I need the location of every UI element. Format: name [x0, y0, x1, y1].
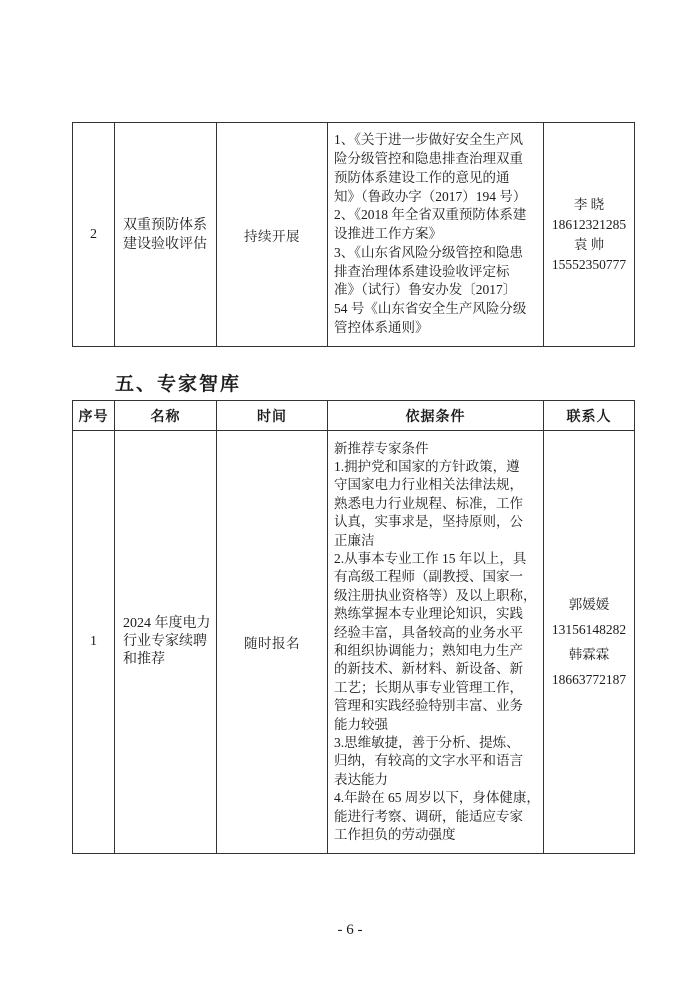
basis-line: 归纳，有较高的文字水平和语言: [334, 753, 523, 769]
continued-task-table: [72, 122, 635, 347]
row-number: 2: [73, 123, 115, 347]
basis-line: 预防体系建设工作的意见的通: [334, 169, 510, 185]
basis-line: 准》（试行）鲁安办发〔2017〕: [334, 282, 517, 298]
page-number: - 6 -: [337, 922, 363, 938]
basis-line: 和组织协调能力；熟知电力生产: [334, 643, 523, 658]
table-row: [73, 431, 635, 854]
expert-pool-table: [72, 400, 635, 854]
basis-line: 1、《关于进一步做好安全生产风: [334, 132, 523, 148]
basis-line: 3、《山东省风险分级管控和隐患: [334, 244, 523, 260]
item-contact: [544, 123, 635, 347]
basis-line: 认真，实事求是，坚持原则，公: [334, 514, 523, 530]
item-basis: [328, 431, 544, 854]
basis-line: 能进行考察、调研，能适应专家: [334, 808, 523, 824]
table-header-row: [73, 401, 635, 431]
item-name-line: 行业专家续聘: [123, 634, 207, 649]
row-number: 1: [73, 431, 115, 854]
contact-name: 韩霖霖: [568, 647, 610, 662]
item-name-line: 和推荐: [123, 652, 165, 667]
item-name-line: 建设验收评估: [123, 236, 207, 252]
basis-line: 能力较强: [334, 716, 388, 732]
item-time: 持续开展: [217, 123, 328, 347]
item-name: [115, 431, 217, 854]
basis-line: 3.思维敏捷，善于分析、提炼、: [334, 735, 520, 751]
basis-line: 1.拥护党和国家的方针政策，遵: [334, 458, 520, 474]
contact-phone: 13156148282: [551, 622, 627, 637]
item-basis: [328, 123, 544, 347]
contact-phone: 15552350777: [551, 256, 627, 272]
contact-name: 袁 帅: [573, 236, 605, 252]
basis-line: 工艺；长期从事专业管理工作，: [334, 679, 523, 695]
header-name: 名称: [115, 401, 217, 431]
table-row: [73, 123, 635, 347]
contact-phone: 18612321285: [551, 216, 627, 232]
basis-line: 熟练掌握本专业理论知识，实践: [334, 606, 523, 622]
basis-line: 正廉洁: [334, 532, 375, 548]
section-title: 五、专家智库: [115, 374, 242, 395]
basis-line: 有高级工程师（副教授、国家一: [334, 569, 523, 585]
basis-line: 管控体系通则》: [334, 320, 429, 336]
contact-name: 李 晓: [573, 196, 605, 212]
contact-phone: 18663772187: [551, 672, 627, 687]
basis-line: 险分级管控和隐患排查治理双重: [334, 150, 523, 166]
header-no: 序号: [73, 401, 115, 431]
basis-line: 工作担负的劳动强度: [334, 827, 456, 843]
basis-line: 熟悉电力行业规程、标准，工作: [334, 495, 523, 511]
basis-line: 2、《2018 年全省双重预防体系建: [334, 207, 527, 223]
item-time: 随时报名: [217, 431, 328, 854]
basis-line: 管理和实践经验特别丰富、业务: [334, 698, 523, 714]
basis-line: 表达能力: [334, 771, 388, 787]
item-name: [115, 123, 217, 347]
basis-line: 2.从事本专业工作 15 年以上，具: [334, 550, 527, 566]
basis-line: 经验丰富，具备较高的业务水平: [334, 624, 523, 640]
item-name-line: 2024 年度电力: [123, 616, 211, 631]
header-time: 时间: [217, 401, 328, 431]
basis-line: 4.年龄在 65 周岁以下，身体健康，: [334, 790, 540, 806]
basis-line: 级注册执业资格等）及以上职称，: [334, 587, 537, 603]
basis-line: 新推荐专家条件: [334, 440, 429, 456]
basis-line: 守国家电力行业相关法律法规，: [334, 477, 523, 493]
header-basis: 依据条件: [328, 401, 544, 431]
contact-name: 郭媛媛: [568, 597, 610, 612]
basis-line: 设推进工作方案》: [334, 226, 442, 242]
basis-line: 知》（鲁政办字（2017）194 号）: [334, 188, 527, 204]
header-contact: 联系人: [544, 401, 635, 431]
item-name-line: 双重预防体系: [123, 217, 207, 233]
basis-line: 排查治理体系建设验收评定标: [334, 263, 510, 279]
item-contact: [544, 431, 635, 854]
basis-line: 的新技术、新材料、新设备、新: [334, 661, 523, 677]
basis-line: 54 号《山东省安全生产风险分级: [334, 301, 527, 317]
